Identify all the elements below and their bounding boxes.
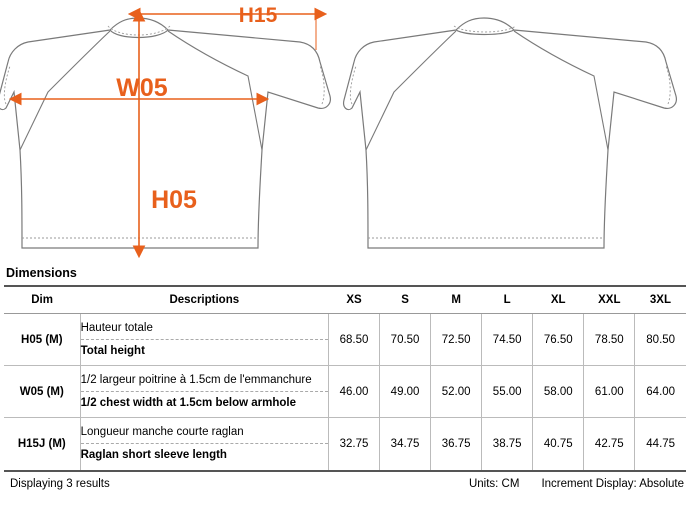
- dimensions-table: [4, 285, 686, 470]
- value-3xl[interactable]: 44.75: [635, 418, 686, 470]
- value-l[interactable]: 38.75: [482, 418, 533, 470]
- description-secondary: Raglan short sleeve length: [80, 449, 227, 462]
- value-xxl[interactable]: 42.75: [584, 418, 635, 470]
- value-xl[interactable]: 40.75: [533, 418, 584, 470]
- header-s[interactable]: S: [380, 286, 431, 314]
- row-description: [80, 366, 328, 418]
- dimensions-table-wrap: [0, 285, 690, 470]
- value-xs[interactable]: 68.50: [328, 314, 379, 366]
- value-s[interactable]: 70.50: [380, 314, 431, 366]
- increment-display-label: Increment Display: Absolute: [541, 477, 684, 490]
- value-xs[interactable]: 32.75: [328, 418, 379, 470]
- row-dim-code: H05 (M): [4, 314, 80, 366]
- header-m[interactable]: M: [431, 286, 482, 314]
- value-m[interactable]: 36.75: [431, 418, 482, 470]
- row-dim-code: W05 (M): [4, 366, 80, 418]
- value-m[interactable]: 72.50: [431, 314, 482, 366]
- label-h05: H05: [151, 186, 197, 214]
- table-header-row: [4, 286, 686, 314]
- table-row[interactable]: [4, 366, 686, 418]
- label-h15: H15: [238, 4, 278, 27]
- table-row[interactable]: [4, 314, 686, 366]
- dimensions-heading: Dimensions: [6, 266, 77, 280]
- value-xl[interactable]: 58.00: [533, 366, 584, 418]
- header-l[interactable]: L: [482, 286, 533, 314]
- value-xl[interactable]: 76.50: [533, 314, 584, 366]
- value-s[interactable]: 49.00: [380, 366, 431, 418]
- table-footer: [4, 470, 686, 490]
- description-secondary: Total height: [80, 345, 145, 357]
- label-w05: W05: [116, 74, 168, 102]
- header-xxl[interactable]: XXL: [584, 286, 635, 314]
- value-3xl[interactable]: 80.50: [635, 314, 686, 366]
- value-m[interactable]: 52.00: [431, 366, 482, 418]
- row-description: [80, 314, 328, 366]
- results-count: Displaying 3 results: [10, 477, 110, 490]
- value-xxl[interactable]: 61.00: [584, 366, 635, 418]
- row-description: [80, 418, 328, 470]
- units-label: Units: CM: [468, 477, 520, 490]
- header-xs[interactable]: XS: [328, 286, 379, 314]
- description-primary: 1/2 largeur poitrine à 1.5cm de l'emmanchure: [81, 368, 328, 392]
- header-xl[interactable]: XL: [533, 286, 584, 314]
- value-xxl[interactable]: 78.50: [584, 314, 635, 366]
- description-primary: Longueur manche courte raglan: [81, 420, 328, 444]
- value-l[interactable]: 74.50: [482, 314, 533, 366]
- back-view-shirt: [344, 18, 677, 248]
- table-row[interactable]: [4, 418, 686, 470]
- value-3xl[interactable]: 64.00: [635, 366, 686, 418]
- description-primary: Hauteur totale: [81, 316, 328, 340]
- description-secondary: 1/2 chest width at 1.5cm below armhole: [80, 397, 296, 409]
- value-xs[interactable]: 46.00: [328, 366, 379, 418]
- value-l[interactable]: 55.00: [482, 366, 533, 418]
- header-dim[interactable]: Dim: [4, 286, 80, 314]
- header-descriptions[interactable]: Descriptions: [80, 286, 328, 314]
- value-s[interactable]: 34.75: [380, 418, 431, 470]
- header-3xl[interactable]: 3XL: [635, 286, 686, 314]
- row-dim-code: H15J (M): [4, 418, 80, 470]
